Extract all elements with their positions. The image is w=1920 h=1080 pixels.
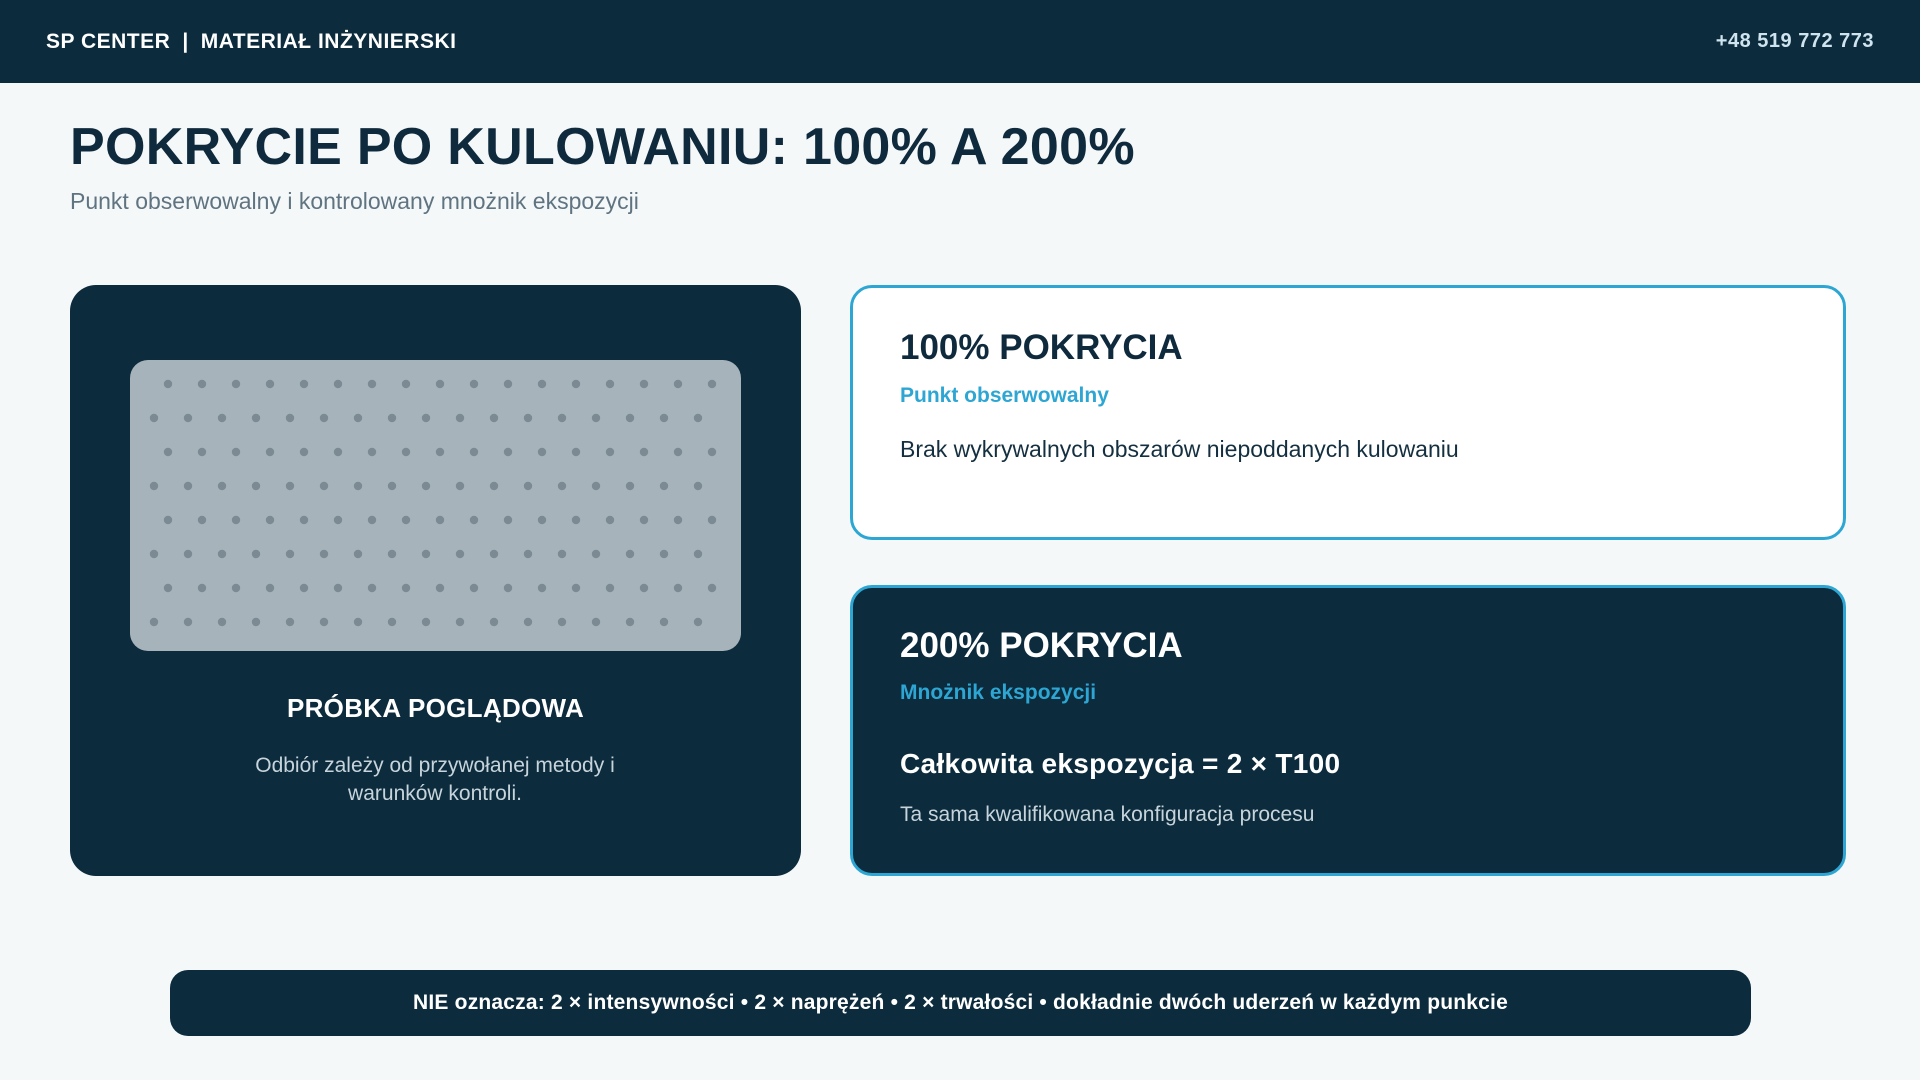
- dimple-dot: [470, 448, 478, 456]
- dimple-dot: [300, 448, 308, 456]
- dimple-dot: [164, 516, 172, 524]
- sample-title: PRÓBKA POGLĄDOWA: [286, 693, 585, 723]
- dimple-dot: [218, 618, 226, 626]
- dimple-dot: [198, 448, 206, 456]
- coverage-100-tag: Punkt obserwowalny: [900, 384, 1109, 407]
- dimple-dot: [490, 618, 498, 626]
- dimple-dot: [232, 380, 240, 388]
- brand: [46, 30, 456, 54]
- dimple-dot: [558, 482, 566, 490]
- dimple-dot: [388, 550, 396, 558]
- dimple-dot: [490, 482, 498, 490]
- dimple-dot: [436, 380, 444, 388]
- brand-section: MATERIAŁ INŻYNIERSKI: [200, 29, 457, 53]
- dimple-dot: [572, 448, 580, 456]
- coverage-200-card: [850, 585, 1846, 876]
- dimple-dot: [266, 516, 274, 524]
- dimple-dot: [490, 550, 498, 558]
- dimple-dot: [266, 380, 274, 388]
- phone-number[interactable]: +48 519 772 773: [1715, 30, 1874, 52]
- coverage-200-title: 200% POKRYCIA: [900, 626, 1183, 665]
- dimple-dot: [320, 550, 328, 558]
- dimple-dot: [422, 550, 430, 558]
- exposure-formula: Całkowita ekspozycja = 2 × T100: [900, 748, 1341, 779]
- dimple-dot: [626, 482, 634, 490]
- dimple-dot: [354, 414, 362, 422]
- dimple-dot: [218, 482, 226, 490]
- dimple-dot: [538, 516, 546, 524]
- dimple-dot: [388, 482, 396, 490]
- dimple-dot: [368, 584, 376, 592]
- dimple-dot: [708, 380, 716, 388]
- dimple-dot: [232, 516, 240, 524]
- dimple-dot: [184, 482, 192, 490]
- sample-card: [70, 285, 801, 876]
- dimple-dot: [422, 414, 430, 422]
- dimple-dot: [320, 414, 328, 422]
- dimple-dot: [708, 516, 716, 524]
- dimple-dot: [524, 414, 532, 422]
- brand-name: SP CENTER: [46, 29, 171, 53]
- dimple-dot: [150, 618, 158, 626]
- dimple-dot: [674, 516, 682, 524]
- dimple-dot: [184, 618, 192, 626]
- dimple-dot: [320, 482, 328, 490]
- dimple-dot: [708, 448, 716, 456]
- dimple-dot: [592, 550, 600, 558]
- dimple-dot: [694, 550, 702, 558]
- dimple-dot: [198, 516, 206, 524]
- dimple-dot: [368, 380, 376, 388]
- dimple-dot: [232, 584, 240, 592]
- dimple-dot: [286, 618, 294, 626]
- warning-banner: [170, 970, 1751, 1036]
- formula-note: Ta sama kwalifikowana konfiguracja procesu: [900, 803, 1315, 826]
- dimple-dot: [286, 414, 294, 422]
- dimple-dot: [334, 516, 342, 524]
- dimple-dot: [660, 482, 668, 490]
- dimple-dot: [504, 380, 512, 388]
- dimple-dot: [402, 448, 410, 456]
- dimple-dot: [150, 482, 158, 490]
- dimple-dot: [558, 618, 566, 626]
- dimple-dot: [150, 550, 158, 558]
- dimple-dot: [626, 618, 634, 626]
- dimple-dot: [592, 618, 600, 626]
- dimple-dot: [538, 380, 546, 388]
- dimple-dot: [660, 618, 668, 626]
- dimple-dot: [388, 414, 396, 422]
- dimple-dot: [218, 414, 226, 422]
- dimple-dot: [674, 448, 682, 456]
- dimple-dot: [402, 584, 410, 592]
- dimple-dot: [606, 448, 614, 456]
- dimple-dot: [456, 482, 464, 490]
- dimple-dot: [572, 584, 580, 592]
- dimple-dot: [320, 618, 328, 626]
- top-bar: [0, 0, 1920, 83]
- dimple-dot: [198, 584, 206, 592]
- dimple-dot: [640, 448, 648, 456]
- dimple-dot: [708, 584, 716, 592]
- dimple-dot: [694, 414, 702, 422]
- brand-separator: |: [182, 29, 189, 53]
- dimple-dot: [150, 414, 158, 422]
- dimple-dot: [538, 584, 546, 592]
- dimple-dot: [606, 584, 614, 592]
- dimple-dot: [402, 516, 410, 524]
- sample-plate-illustration: [130, 360, 741, 651]
- dimple-dot: [660, 550, 668, 558]
- dimple-dot: [252, 550, 260, 558]
- warning-banner-text: NIE oznacza: 2 × intensywności • 2 × naprężeń • 2 × trwałości • dokładnie dwóch uderzeń w każdym punkcie: [413, 991, 1508, 1014]
- dimple-dot: [456, 550, 464, 558]
- dimple-dot: [198, 380, 206, 388]
- dimple-dot: [286, 482, 294, 490]
- dimple-dot: [368, 516, 376, 524]
- coverage-100-title: 100% POKRYCIA: [900, 328, 1183, 367]
- dimple-dot: [524, 618, 532, 626]
- dimple-dot: [354, 618, 362, 626]
- dimple-dot: [164, 380, 172, 388]
- dimple-dot: [456, 414, 464, 422]
- dimple-dot: [334, 380, 342, 388]
- dimple-dot: [592, 414, 600, 422]
- dimple-pattern: [130, 360, 741, 651]
- coverage-100-card: [850, 285, 1846, 540]
- page-subtitle: Punkt obserwowalny i kontrolowany mnożnik ekspozycji: [70, 188, 639, 214]
- dimple-dot: [504, 448, 512, 456]
- dimple-dot: [626, 550, 634, 558]
- dimple-dot: [252, 618, 260, 626]
- dimple-dot: [504, 516, 512, 524]
- dimple-dot: [436, 448, 444, 456]
- dimple-dot: [354, 482, 362, 490]
- dimple-dot: [606, 380, 614, 388]
- dimple-dot: [164, 448, 172, 456]
- dimple-dot: [422, 618, 430, 626]
- dimple-dot: [422, 482, 430, 490]
- dimple-dot: [470, 584, 478, 592]
- page-title: POKRYCIE PO KULOWANIU: 100% A 200%: [70, 118, 1135, 176]
- dimple-dot: [572, 380, 580, 388]
- dimple-dot: [436, 516, 444, 524]
- dimple-dot: [334, 584, 342, 592]
- dimple-dot: [490, 414, 498, 422]
- dimple-dot: [470, 516, 478, 524]
- dimple-dot: [524, 550, 532, 558]
- dimple-dot: [538, 448, 546, 456]
- dimple-dot: [300, 380, 308, 388]
- dimple-dot: [592, 482, 600, 490]
- dimple-dot: [436, 584, 444, 592]
- dimple-dot: [674, 380, 682, 388]
- dimple-dot: [572, 516, 580, 524]
- dimple-dot: [674, 584, 682, 592]
- dimple-dot: [334, 448, 342, 456]
- coverage-100-description: Brak wykrywalnych obszarów niepoddanych kulowaniu: [900, 436, 1459, 462]
- dimple-dot: [694, 618, 702, 626]
- dimple-dot: [640, 380, 648, 388]
- dimple-dot: [606, 516, 614, 524]
- sample-description: Odbiór zależy od przywołanej metody i warunków kontroli.: [255, 754, 615, 805]
- dimple-dot: [286, 550, 294, 558]
- coverage-200-tag: Mnożnik ekspozycji: [900, 681, 1097, 704]
- dimple-dot: [694, 482, 702, 490]
- dimple-dot: [640, 584, 648, 592]
- dimple-dot: [388, 618, 396, 626]
- dimple-dot: [184, 414, 192, 422]
- dimple-dot: [354, 550, 362, 558]
- dimple-dot: [640, 516, 648, 524]
- dimple-dot: [524, 482, 532, 490]
- dimple-dot: [184, 550, 192, 558]
- dimple-dot: [218, 550, 226, 558]
- dimple-dot: [402, 380, 410, 388]
- dimple-dot: [252, 414, 260, 422]
- dimple-dot: [660, 414, 668, 422]
- dimple-dot: [252, 482, 260, 490]
- dimple-dot: [504, 584, 512, 592]
- dimple-dot: [300, 516, 308, 524]
- dimple-dot: [626, 414, 634, 422]
- dimple-dot: [164, 584, 172, 592]
- dimple-dot: [266, 584, 274, 592]
- dimple-dot: [558, 550, 566, 558]
- dimple-dot: [456, 618, 464, 626]
- dimple-dot: [232, 448, 240, 456]
- dimple-dot: [266, 448, 274, 456]
- dimple-dot: [368, 448, 376, 456]
- dimple-dot: [300, 584, 308, 592]
- dimple-dot: [470, 380, 478, 388]
- dimple-dot: [558, 414, 566, 422]
